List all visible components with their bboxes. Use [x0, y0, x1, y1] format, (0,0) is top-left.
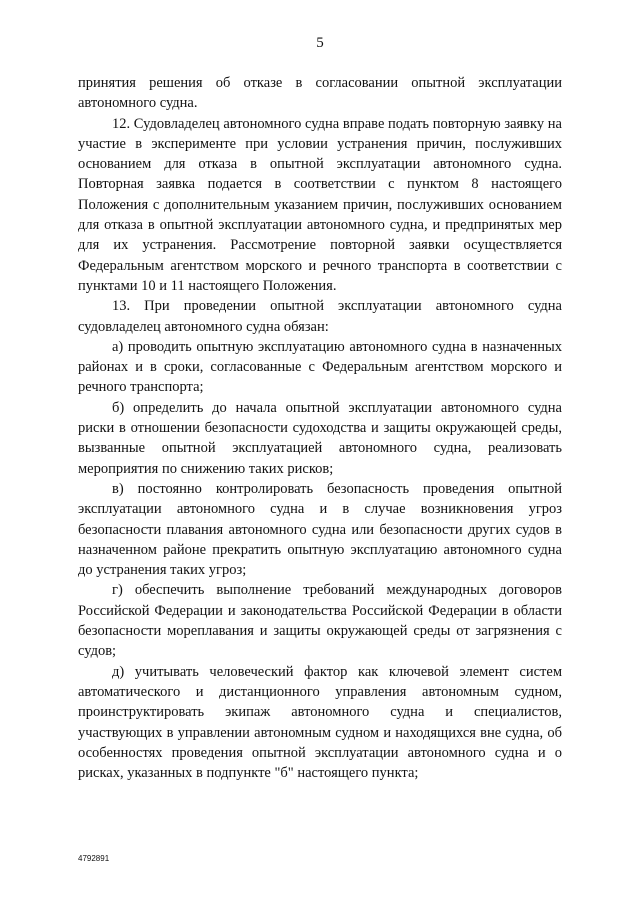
paragraph-item-13: 13. При проведении опытной эксплуатации автономного судна судовладелец автономного судна обязан: [78, 298, 562, 335]
paragraph-continuation: принятия решения об отказе в согласовании опытной эксплуатации автономного судна. [78, 75, 562, 112]
subparagraph-d: д) учитывать человеческий фактор как ключевой элемент систем автоматического и дистанционного управления автономным судном, проинструктировать экипаж автономного судна и специалистов, участвующих в управлении автономным судном и находящихся вне судна, об особенностях проведения опытной эксплуатации автономного судна и о рисках, указанных в подпункте "б" настоящего пункта; [78, 663, 562, 782]
subparagraph-b: б) определить до начала опытной эксплуатации автономного судна риски в отношении безопасности судоходства и защиты окружающей среды, вызванные опытной эксплуатацией автономного судна, реализовать мероприятия по снижению таких рисков; [78, 399, 562, 477]
subparagraph-v: в) постоянно контролировать безопасность проведения опытной эксплуатации автономного судна и в случае возникновения угроз безопасности плавания автономного судна или безопасности других судов в назначенном районе прекратить опытную эксплуатацию автономного судна до устранения таких угроз; [78, 480, 562, 579]
document-body [78, 73, 562, 783]
subparagraph-g: г) обеспечить выполнение требований международных договоров Российской Федерации и законодательства Российской Федерации в области безопасности мореплавания и защиты окружающей среды от загрязнения с судов; [78, 582, 562, 660]
subparagraph-a: а) проводить опытную эксплуатацию автономного судна в назначенных районах и в сроки, согласованные с Федеральным агентством морского и речного транспорта; [78, 338, 562, 396]
paragraph-item-12: 12. Судовладелец автономного судна вправе подать повторную заявку на участие в эксперименте при условии устранения причин, послуживших основанием для отказа в опытной эксплуатации автономного судна. Повторная заявка подается в соответствии с пунктом 8 настоящего Положения с дополнительным указанием причин, послуживших основанием для отказа в опытной эксплуатации автономного судна, и предпринятых мер для их устранения. Рассмотрение повторной заявки осуществляется Федеральным агентством морского и речного транспорта в соответствии с пунктами 10 и 11 настоящего Положения. [78, 115, 562, 294]
document-id: 4792891 [78, 854, 110, 863]
page-number: 5 [316, 35, 324, 51]
